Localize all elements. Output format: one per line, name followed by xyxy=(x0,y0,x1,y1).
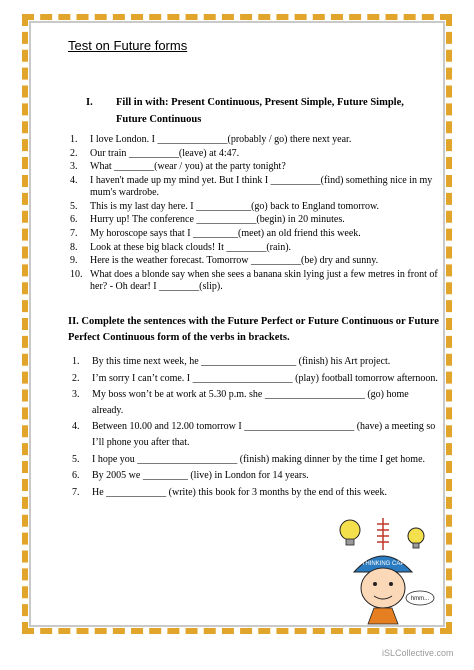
item-number: 5. xyxy=(72,453,80,465)
item-number: 8. xyxy=(70,241,78,253)
list-item xyxy=(70,161,440,174)
page-title: Test on Future forms xyxy=(68,38,188,53)
item-number: 7. xyxy=(72,486,80,498)
item-text: Between 10.00 and 12.00 tomorrow I ______________________ (have) a meeting so I’ll phone you after that. xyxy=(92,421,436,448)
item-number: 4. xyxy=(72,421,80,433)
item-text: My boss won’t be at work at 5.30 p.m. she ____________________ (go) home already. xyxy=(92,389,409,416)
cap-label: THINKING CAP xyxy=(361,561,405,567)
item-number: 10. xyxy=(70,268,83,280)
item-number: 6. xyxy=(72,470,80,482)
list-item xyxy=(72,419,442,450)
item-text: I’m sorry I can’t come. I ____________________ (play) football tomorrow afternoon. xyxy=(92,372,438,384)
speech-bubble-text: hmm... xyxy=(410,596,430,602)
item-number: 9. xyxy=(70,255,78,267)
item-text: By this time next week, he ___________________ (finish) his Art project. xyxy=(92,356,391,367)
list-item xyxy=(70,269,440,294)
list-item xyxy=(72,354,442,370)
item-number: 3. xyxy=(72,389,80,401)
item-text: Hurry up! The conference ____________(begin) in 20 minutes. xyxy=(90,214,345,226)
item-text: I haven't made up my mind yet. But I think I __________(find) something nice in my mum's wardrobe. xyxy=(90,174,433,199)
footer-watermark: iSLCollective.com xyxy=(382,648,454,658)
lightbulb-right-icon xyxy=(408,528,424,548)
list-item xyxy=(70,242,440,255)
list-item xyxy=(70,255,440,268)
list-item xyxy=(70,201,440,214)
item-number: 3. xyxy=(70,161,78,173)
item-number: 6. xyxy=(70,214,78,226)
list-item xyxy=(72,387,442,418)
list-item xyxy=(72,468,442,484)
item-text: By 2005 we _________ (live) in London for 14 years. xyxy=(92,470,309,482)
item-number: 2. xyxy=(70,147,78,159)
list-item xyxy=(70,134,440,147)
lightbulb-left-icon xyxy=(340,520,360,545)
item-number: 7. xyxy=(70,228,78,240)
item-number: 5. xyxy=(70,200,78,212)
item-text: What does a blonde say when she sees a banana skin lying just a few metres in front of her? - Oh dear! I ________(slip). xyxy=(90,268,438,293)
list-item xyxy=(70,175,440,200)
item-text: He ____________ (write) this book for 3 months by the end of this week. xyxy=(92,486,387,498)
list-item xyxy=(70,214,440,227)
section-1-list xyxy=(70,134,440,295)
item-text: Look at these big black clouds! It ________(rain). xyxy=(90,241,292,253)
section-1-heading-continued: Future Continuous xyxy=(116,114,202,125)
item-text: What ________(wear / you) at the party tonight? xyxy=(90,161,286,173)
item-text: Our train __________(leave) at 4:47. xyxy=(90,147,240,159)
face-icon xyxy=(361,568,405,608)
item-number: 2. xyxy=(72,372,80,384)
section-2-list xyxy=(72,354,442,501)
thinking-cap-cartoon xyxy=(328,510,438,625)
item-text: My horoscope says that I _________(meet) an old friend this week. xyxy=(90,228,361,240)
section-1-heading xyxy=(86,94,436,128)
section-1-heading-text: Fill in with: Present Continuous, Present Simple, Future Simple, xyxy=(116,97,404,108)
list-item xyxy=(72,371,442,387)
item-text: I love London. I ______________(probably / go) there next year. xyxy=(90,134,352,145)
section-1-numeral: I. xyxy=(86,97,93,108)
list-item xyxy=(72,452,442,468)
list-item xyxy=(70,228,440,241)
item-text: I hope you ____________________ (finish) making dinner by the time I get home. xyxy=(92,453,426,465)
section-2-heading: II. Complete the sentences with the Future Perfect or Future Continuous or Future Perfect Continuous form of the verbs in brackets. xyxy=(68,316,439,343)
antenna-icon xyxy=(377,518,389,550)
item-number: 4. xyxy=(70,174,78,186)
list-item xyxy=(70,148,440,161)
item-text: Here is the weather forecast. Tomorrow __________(be) dry and sunny. xyxy=(90,255,379,267)
item-text: This is my last day here. I ___________(go) back to England tomorrow. xyxy=(90,200,380,212)
list-item xyxy=(72,485,442,501)
item-number: 1. xyxy=(70,134,78,145)
item-number: 1. xyxy=(72,356,80,367)
